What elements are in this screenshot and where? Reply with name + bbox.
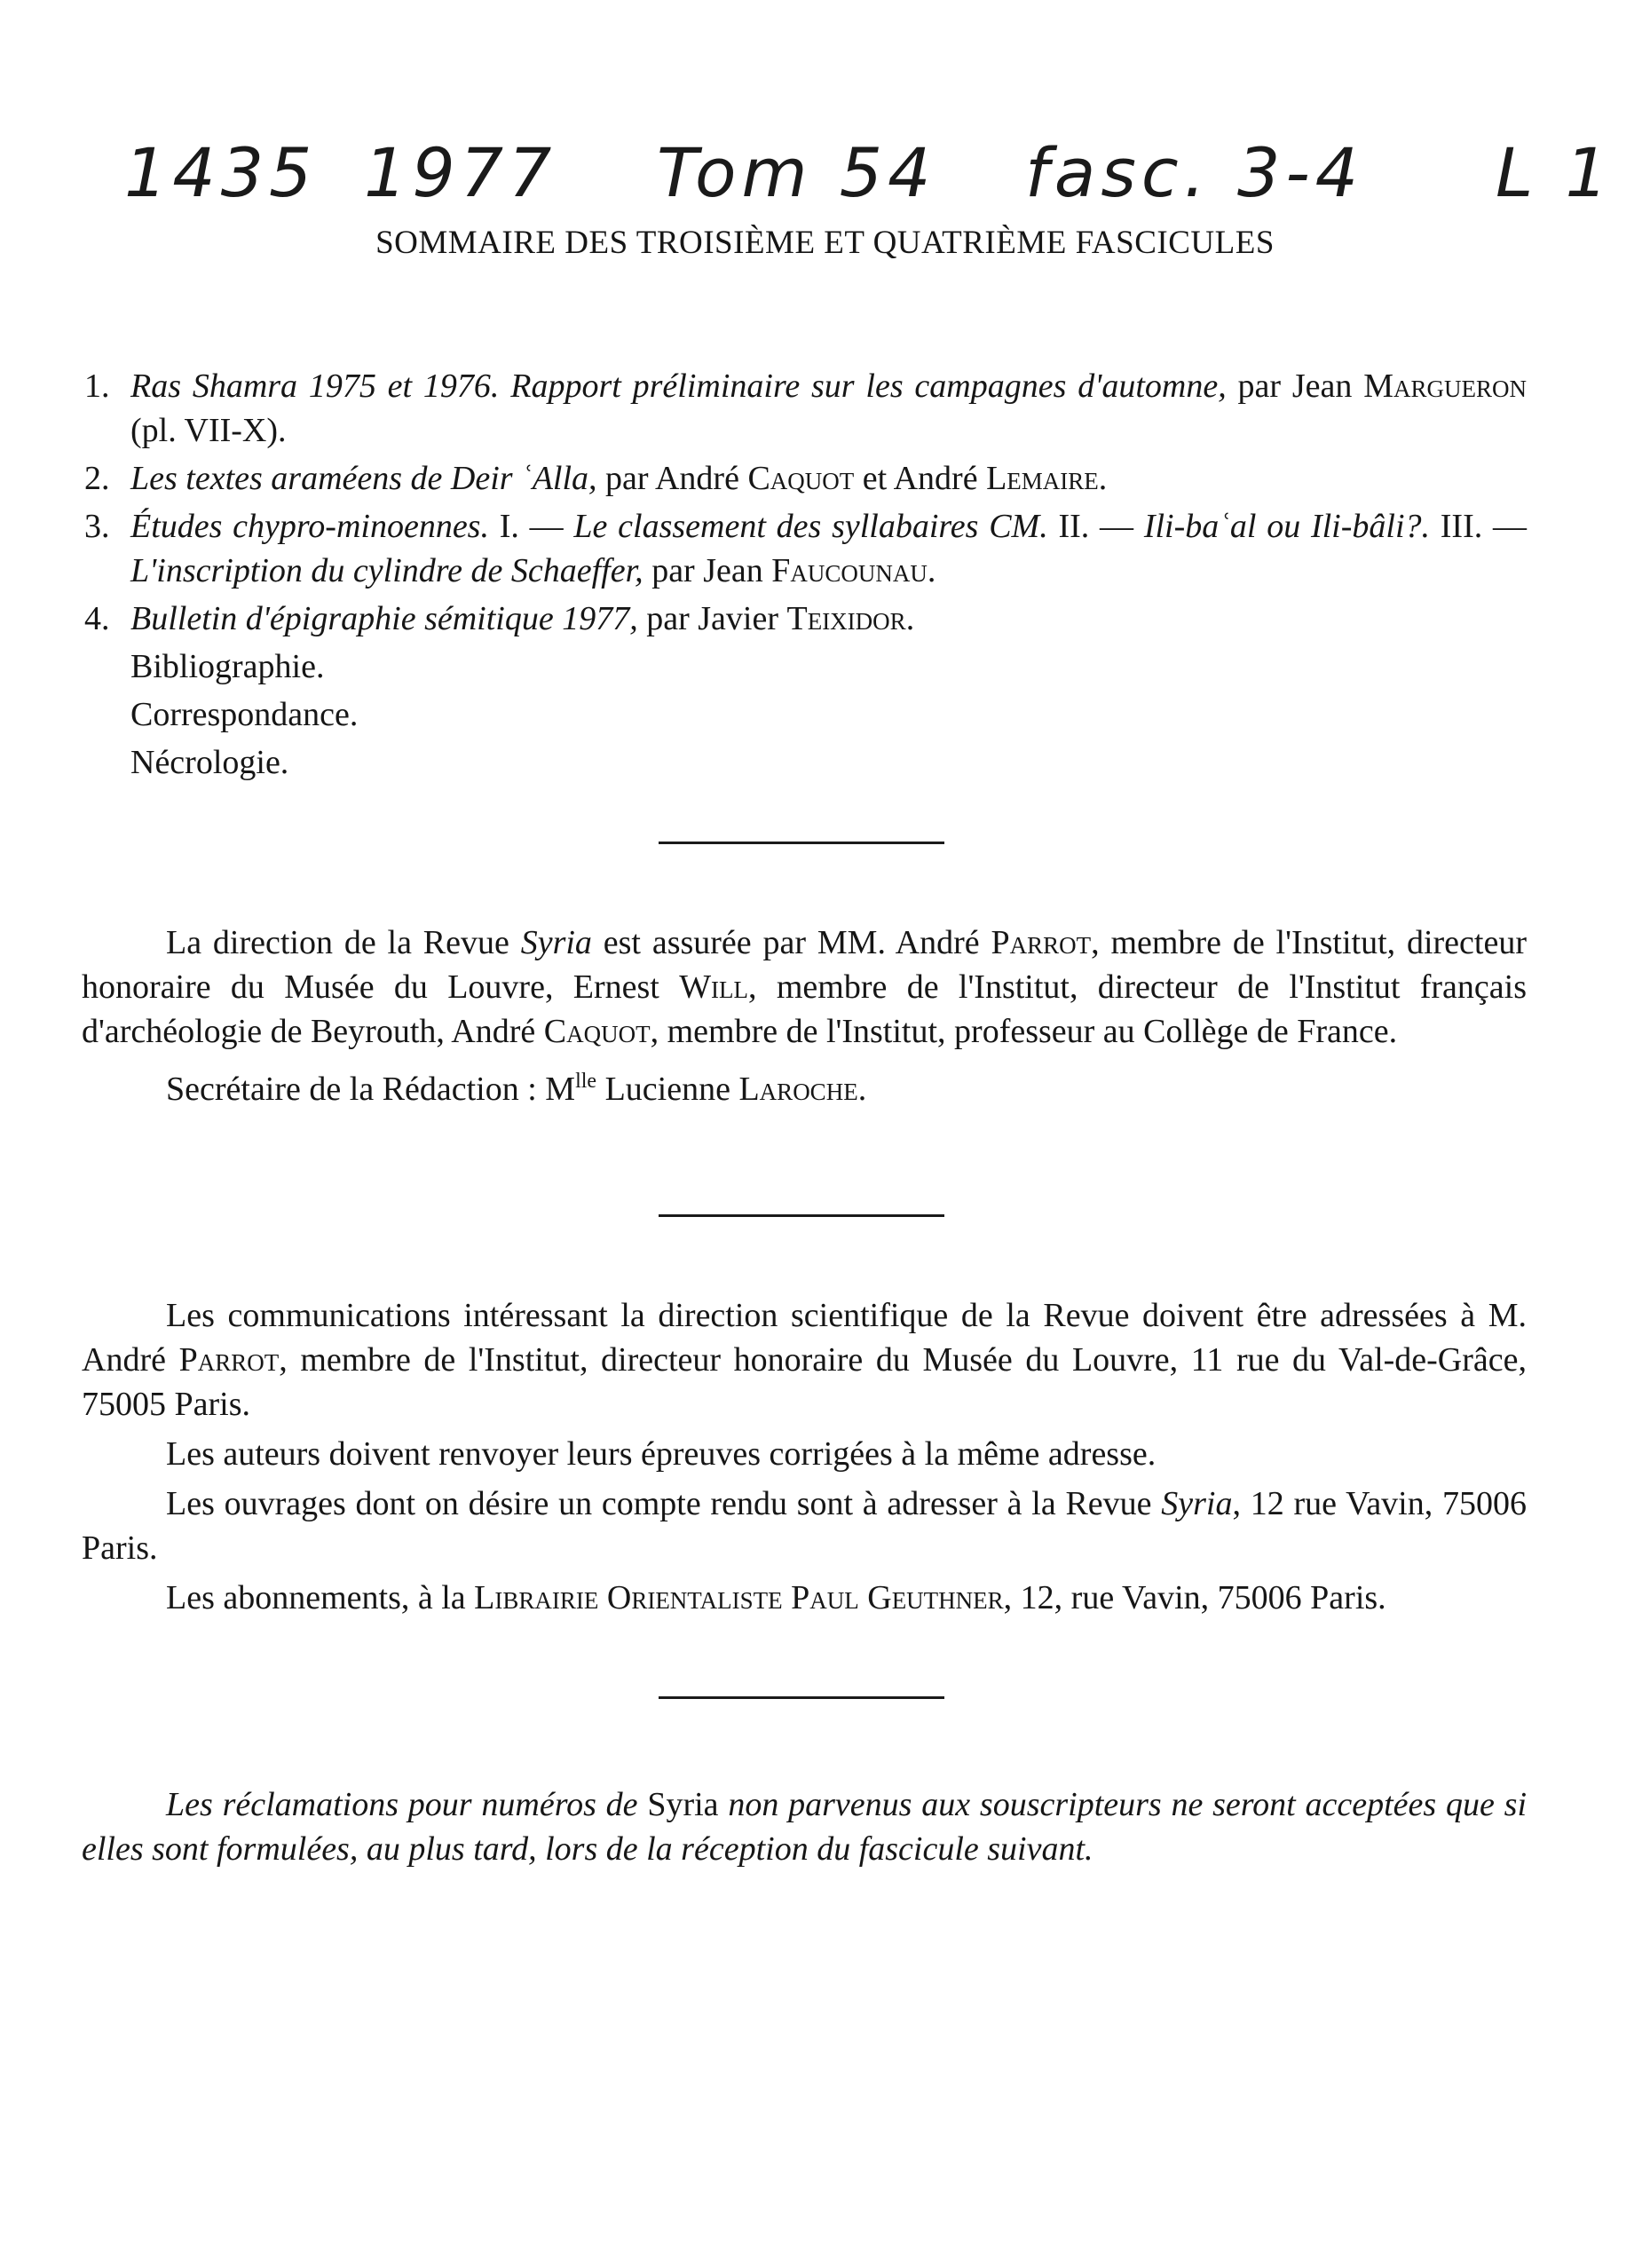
- list-item: [84, 364, 1527, 453]
- communications-paragraph: Les communications intéressant la direction scientifique de la Revue doivent être adressées à M. André Parrot, membre de l'Institut, directeur honoraire du Musée du Louvre, 11 rue du Val-de-Grâce, 75005 Paris.: [82, 1297, 1527, 1423]
- item-title: Études chypro-minoennes.: [130, 508, 489, 545]
- handwritten-tome: Tom 54: [657, 133, 936, 212]
- direction-paragraph: La direction de la Revue Syria est assurée par MM. André Parrot, membre de l'Institut, directeur honoraire du Musée du Louvre, Ernest Will, membre de l'Institut, directeur de l'Institut français d'archéologie de Beyrouth, André Caquot, membre de l'Institut, professeur au Collège de France.: [82, 924, 1527, 1050]
- list-item: [84, 597, 1527, 641]
- item-number: 4.: [84, 600, 110, 637]
- claims-note: Les réclamations pour numéros de Syria non parvenus aux souscripteurs ne seront acceptées que si elles sont formulées, au plus tard, lors de la réception du fascicule suivant.: [82, 1786, 1528, 1868]
- item-number: 3.: [84, 508, 110, 545]
- list-item: [84, 456, 1527, 501]
- separator-rule: [659, 842, 944, 844]
- handwritten-year: 1977: [364, 133, 557, 212]
- item-separator: I. —: [488, 508, 574, 545]
- item-separator: III. —: [1430, 508, 1527, 545]
- item-title: Les textes araméens de Deir ʿAlla,: [130, 460, 597, 497]
- contents-list: [84, 364, 1527, 788]
- item-by: par Javier: [637, 600, 787, 637]
- handwritten-fascicle: fasc. 3-4: [1025, 133, 1364, 212]
- section-necrologie: Nécrologie.: [130, 744, 289, 781]
- item-title: L'inscription du cylindre de Schaeffer,: [130, 552, 643, 589]
- item-author: Caquot: [747, 460, 855, 497]
- handwritten-annotation: [124, 133, 1614, 231]
- item-author: Faucounau: [771, 552, 928, 589]
- item-title: Bulletin d'épigraphie sémitique 1977,: [130, 600, 638, 637]
- item-end: .: [927, 552, 936, 589]
- item-number: 1.: [84, 367, 110, 405]
- item-and: et André: [854, 460, 987, 497]
- subscriptions-paragraph: Les abonnements, à la Librairie Orientaliste Paul Geuthner, 12, rue Vavin, 75006 Paris.: [166, 1579, 1386, 1616]
- item-author: Teixidor: [786, 600, 906, 637]
- item-author: Margueron: [1363, 367, 1527, 405]
- item-title: Le classement des syllabaires CM.: [573, 508, 1048, 545]
- reviews-paragraph: Les ouvrages dont on désire un compte rendu sont à adresser à la Revue Syria, 12 rue Vavin, 75006 Paris.: [82, 1485, 1527, 1567]
- handwritten-number: 1435: [124, 133, 318, 212]
- direction-block: [82, 921, 1527, 1117]
- item-end: .: [905, 600, 915, 637]
- item-end: .: [1098, 460, 1108, 497]
- item-title: Ili-baʿal ou Ili-bâli?.: [1143, 508, 1431, 545]
- item-number: 2.: [84, 460, 110, 497]
- item-separator: II. —: [1047, 508, 1144, 545]
- section-bibliographie: Bibliographie.: [130, 648, 325, 685]
- communications-block: [82, 1293, 1527, 1625]
- separator-rule: [659, 1696, 944, 1699]
- item-by: par Jean: [1226, 367, 1364, 405]
- separator-rule: [659, 1214, 944, 1217]
- proofs-paragraph: Les auteurs doivent renvoyer leurs épreuves corrigées à la même adresse.: [166, 1435, 1157, 1473]
- secretary-line: Secrétaire de la Rédaction : $M^{lle}$ Lucienne Laroche.: [166, 1070, 867, 1108]
- item-extra: (pl. VII-X).: [130, 412, 287, 449]
- item-author: Lemaire: [986, 460, 1099, 497]
- list-item: [84, 504, 1527, 593]
- section-correspondance: Correspondance.: [130, 696, 359, 733]
- item-by: par André: [596, 460, 748, 497]
- handwritten-code: L 1: [1496, 133, 1614, 212]
- item-by: par Jean: [643, 552, 772, 589]
- item-title: Ras Shamra 1975 et 1976. Rapport préliminaire sur les campagnes d'automne,: [130, 367, 1227, 405]
- page-title: SOMMAIRE DES TROISIÈME ET QUATRIÈME FASCICULES: [375, 225, 1275, 261]
